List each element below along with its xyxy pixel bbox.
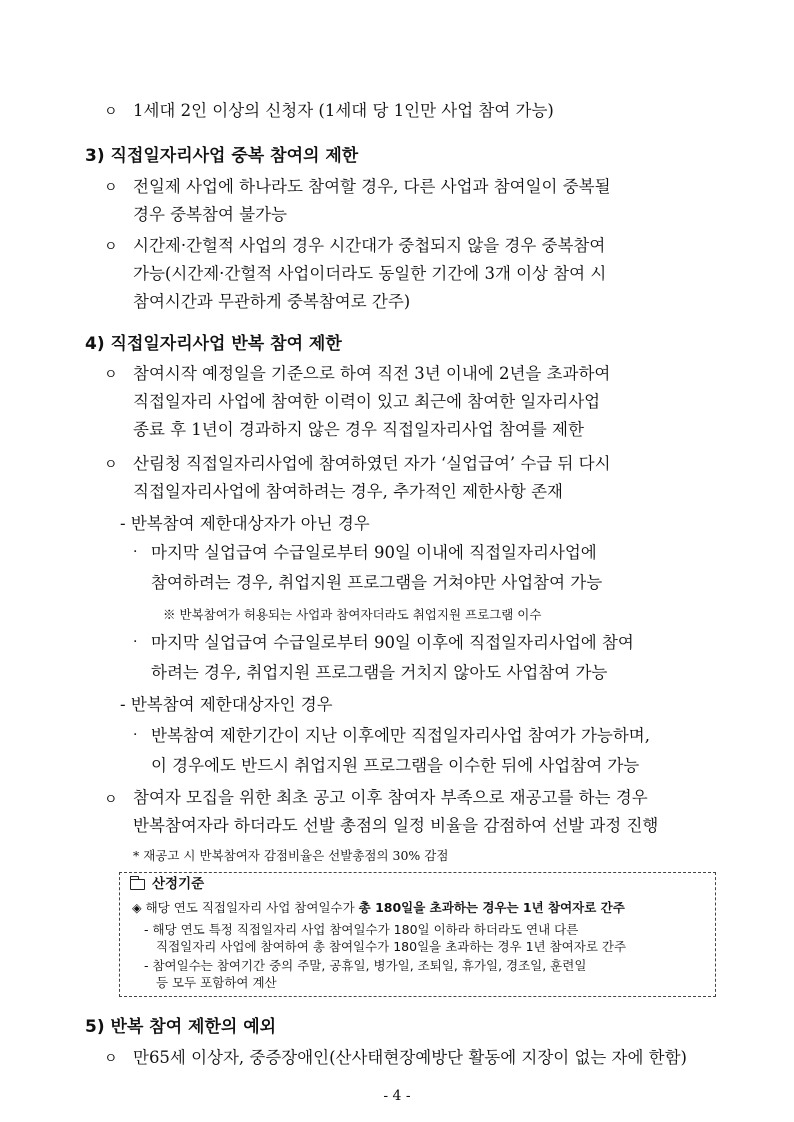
circle-bullet: ㅇ	[104, 1051, 118, 1067]
circle-bullet: ㅇ	[104, 457, 118, 473]
section-heading-5: 5) 반복 참여 제한의 예외	[85, 1017, 277, 1037]
text-line: 하려는 경우, 취업지원 프로그램을 거치지 않아도 사업참여 가능	[151, 663, 608, 682]
box-main-prefix: ◈ 해당 연도 직접일자리 사업 참여일수가	[132, 900, 359, 915]
sub-heading: - 반복참여 제한대상자인 경우	[120, 695, 333, 714]
text-line: 시간제·간헐적 사업의 경우 시간대가 중첩되지 않을 경우 중복참여	[133, 236, 606, 255]
dot-bullet: ·	[133, 634, 138, 650]
text-line: 마지막 실업급여 수급일로부터 90일 이내에 직접일자리사업에	[151, 543, 597, 562]
page-number: - 4 -	[383, 1088, 411, 1104]
circle-bullet: ㅇ	[104, 104, 118, 120]
text-line: 마지막 실업급여 수급일로부터 90일 이후에 직접일자리사업에 참여	[151, 633, 634, 652]
circle-bullet: ㅇ	[104, 792, 118, 808]
dot-bullet: ·	[133, 544, 138, 560]
text-line: 전일제 사업에 하나라도 참여할 경우, 다른 사업과 참여일이 중복될	[133, 177, 611, 196]
text-line: 1세대 2인 이상의 신청자 (1세대 당 1인만 사업 참여 가능)	[133, 101, 554, 120]
box-main-emphasis: 총 180일을 초과하는 경우는 1년 참여자로 간주	[358, 900, 625, 915]
text-line: 경우 중복참여 불가능	[133, 205, 287, 224]
section-heading-3: 3) 직접일자리사업 중복 참여의 제한	[85, 146, 359, 166]
circle-bullet: ㅇ	[104, 239, 118, 255]
folder-icon	[130, 879, 145, 890]
circle-bullet: ㅇ	[104, 367, 118, 383]
note-line: ※ 반복참여가 허용되는 사업과 참여자더라도 취업지원 프로그램 이수	[163, 607, 542, 622]
box-detail-line: - 해당 연도 특정 직접일자리 사업 참여일수가 180일 이하라 하더라도 연내 다른	[144, 922, 579, 937]
text-line: 가능(시간제·간헐적 사업이더라도 동일한 기간에 3개 이상 참여 시	[133, 264, 607, 283]
box-detail-line: - 참여일수는 참여기간 중의 주말, 공휴일, 병가일, 조퇴일, 휴가일, 경조일, 훈련일	[144, 958, 587, 973]
text-line: 반복참여 제한기간이 지난 이후에만 직접일자리사업 참여가 가능하며,	[151, 726, 650, 745]
sub-heading: - 반복참여 제한대상자가 아닌 경우	[120, 514, 370, 533]
text-line: 직접일자리사업에 참여하려는 경우, 추가적인 제한사항 존재	[133, 482, 563, 501]
dot-bullet: ·	[133, 727, 138, 743]
section-heading-4: 4) 직접일자리사업 반복 참여 제한	[85, 334, 342, 354]
text-line: 이 경우에도 반드시 취업지원 프로그램을 이수한 뒤에 사업참여 가능	[151, 756, 640, 775]
text-line: 종료 후 1년이 경과하지 않은 경우 직접일자리사업 참여를 제한	[133, 420, 584, 439]
box-title: 산정기준	[152, 876, 205, 892]
text-line: 참여자 모집을 위한 최초 공고 이후 참여자 부족으로 재공고를 하는 경우	[133, 788, 648, 807]
text-line: 참여시작 예정일을 기준으로 하여 직전 3년 이내에 2년을 초과하여	[133, 364, 611, 383]
box-detail-line: 직접일자리 사업에 참여하여 총 참여일수가 180일을 초과하는 경우 1년 참여자로 간주	[156, 939, 627, 954]
criteria-box	[119, 872, 716, 997]
box-main-line	[132, 899, 625, 916]
text-line: 반복참여자라 하더라도 선발 총점의 일정 비율을 감점하여 선발 과정 진행	[133, 816, 659, 835]
circle-bullet: ㅇ	[104, 180, 118, 196]
note-line: * 재공고 시 반복참여자 감점비율은 선발총점의 30% 감점	[133, 848, 449, 863]
text-line: 참여하려는 경우, 취업지원 프로그램을 거쳐야만 사업참여 가능	[151, 573, 603, 592]
box-detail-line: 등 모두 포함하여 계산	[156, 975, 277, 990]
text-line: 산림청 직접일자리사업에 참여하였던 자가 ‘실업급여’ 수급 뒤 다시	[133, 454, 611, 473]
text-line: 만65세 이상자, 중증장애인(산사태현장예방단 활동에 지장이 없는 자에 한함)	[133, 1048, 687, 1067]
text-line: 참여시간과 무관하게 중복참여로 간주)	[133, 292, 411, 311]
text-line: 직접일자리 사업에 참여한 이력이 있고 최근에 참여한 일자리사업	[133, 392, 601, 411]
